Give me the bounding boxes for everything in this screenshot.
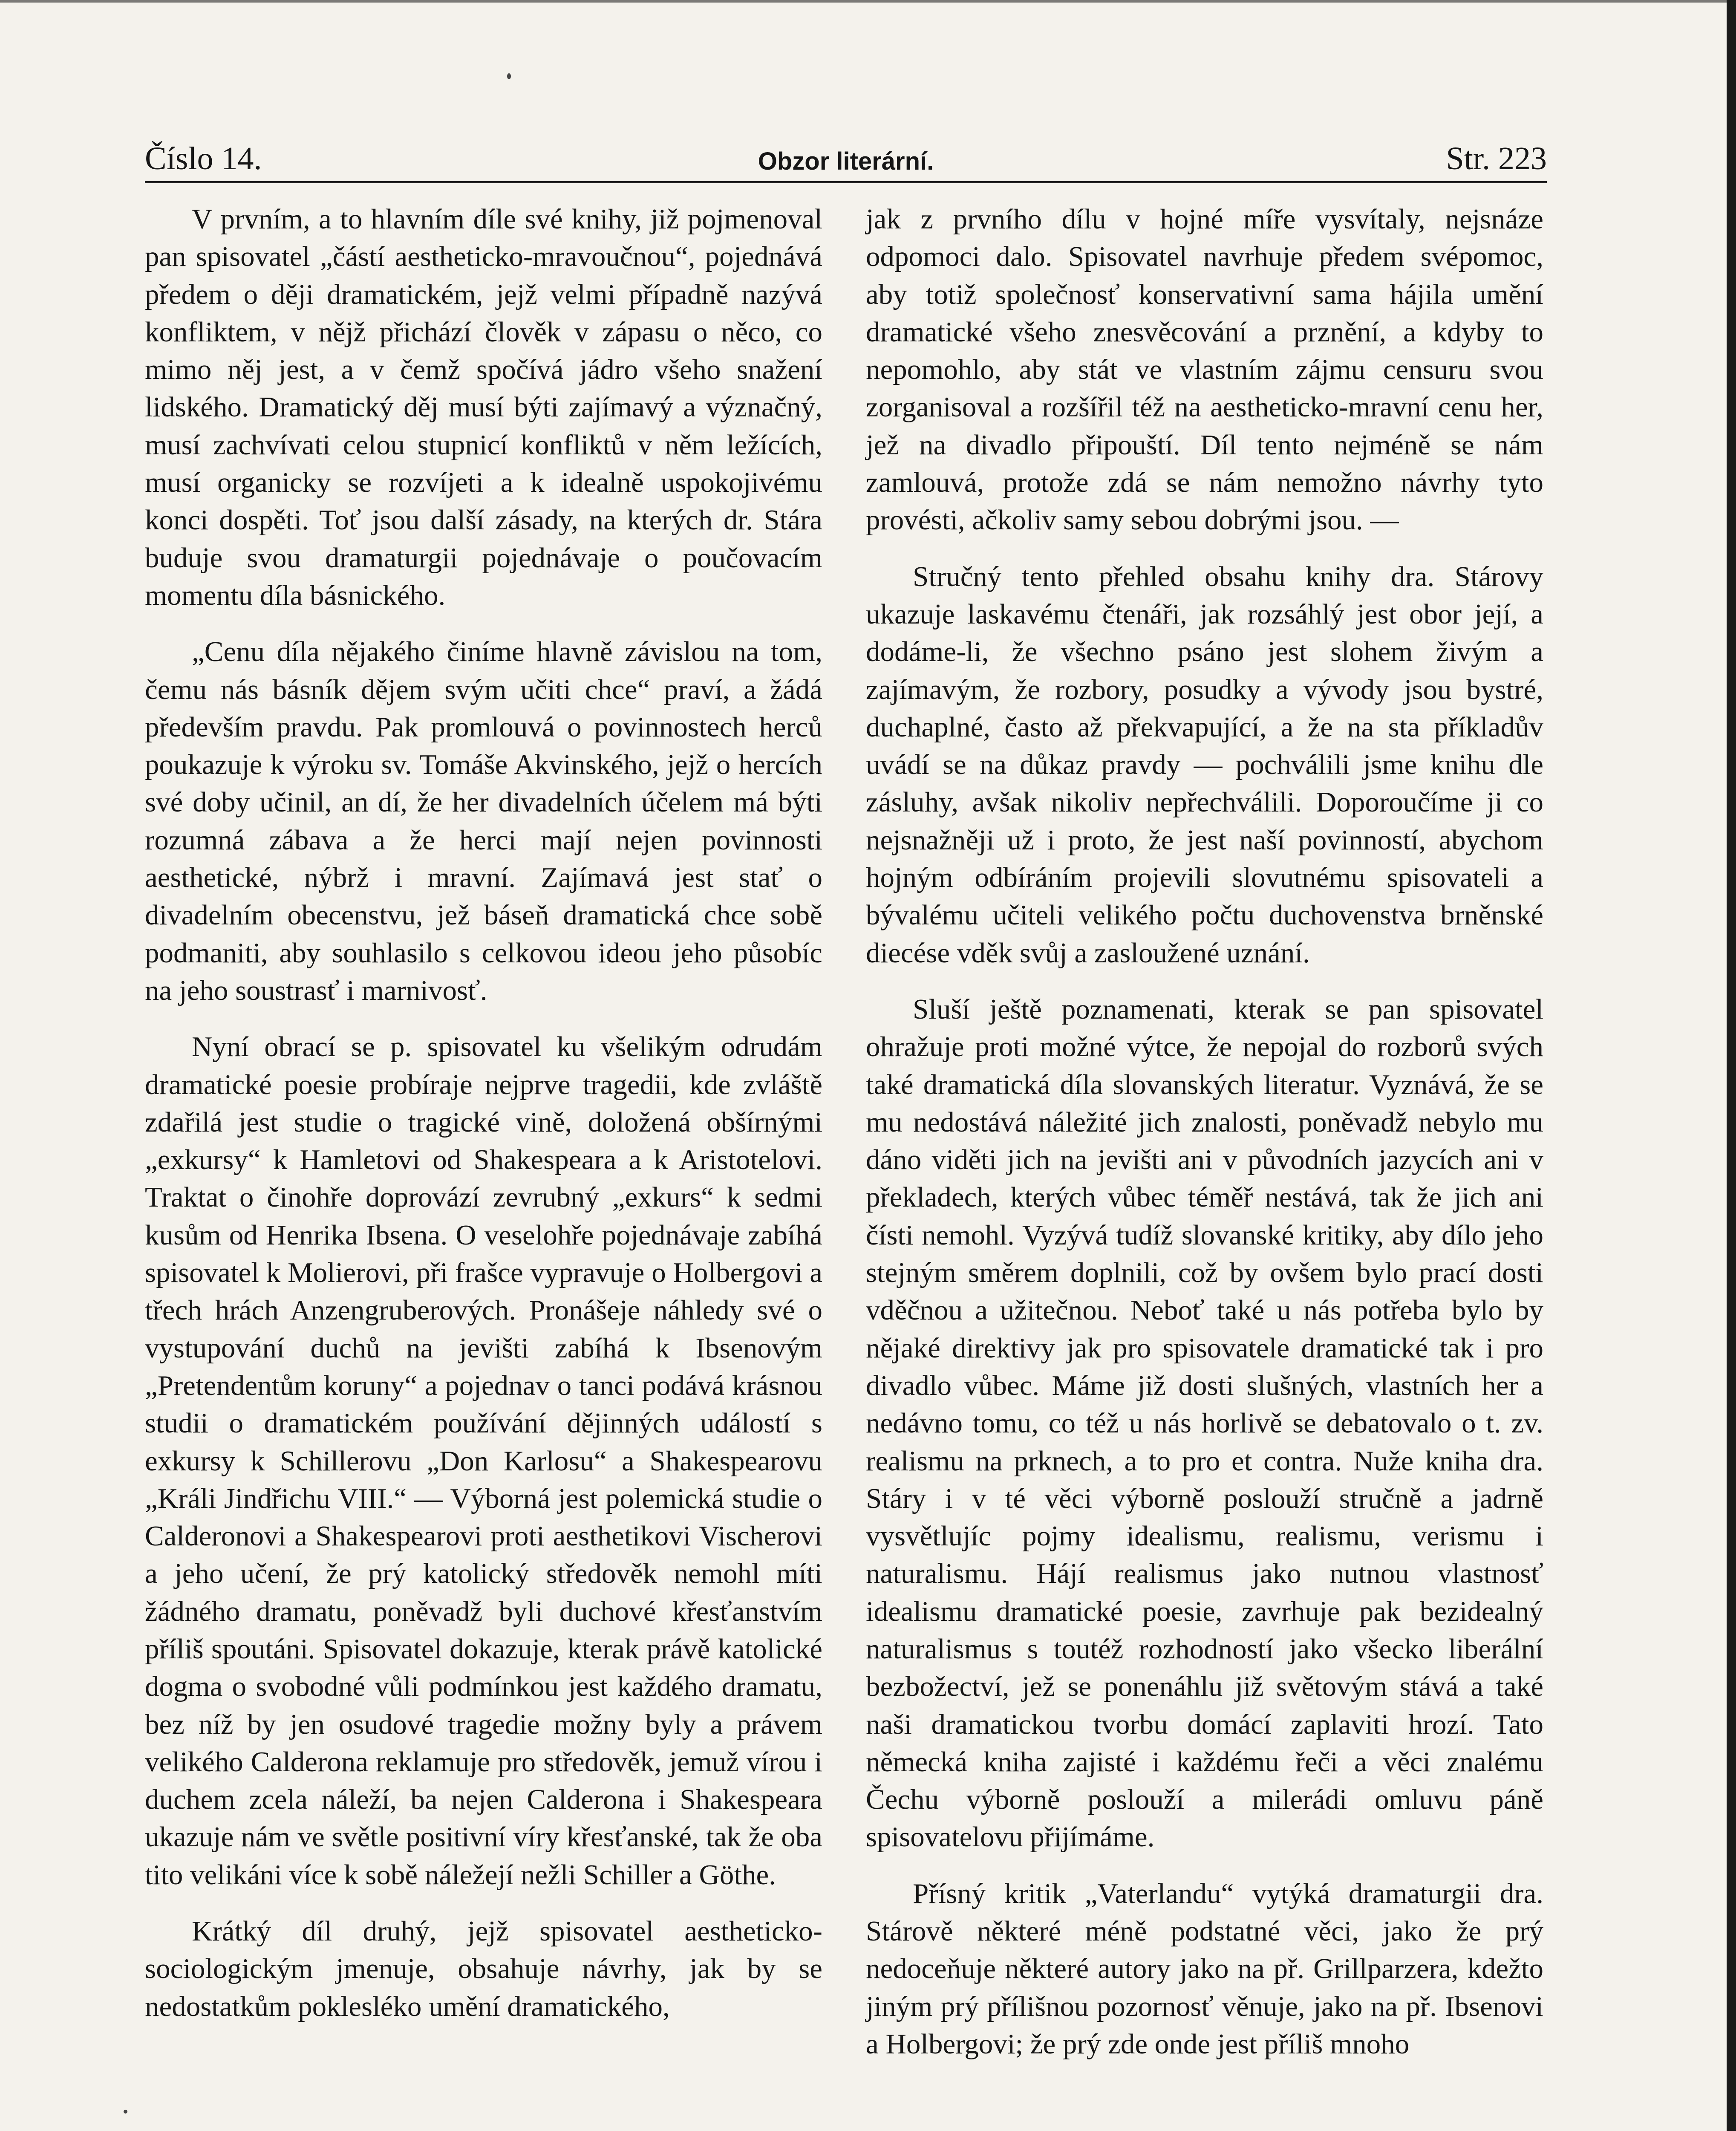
running-header	[145, 136, 1547, 183]
paragraph: Krátký díl druhý, jejž spisovatel aestheticko-sociologickým jmenuje, obsahuje návrhy, jak by se nedostatkům poklesléko umění dramatického,	[145, 1915, 822, 2022]
paper-speck	[507, 73, 511, 79]
paragraph: V prvním, a to hlavním díle své knihy, již pojmenoval pan spisovatel „částí aestheticko-mravoučnou“, pojednává předem o ději dramatickém, jejž velmi případně nazývá konfliktem, v nějž přichází člověk v zápasu o něco, co mimo něj jest, a v čemž spočívá jádro všeho snažení lidského. Dramatický děj musí býti zajímavý a význačný, musí zachvívati celou stupnicí konfliktů v něm ležících, musí organicky se rozvíjeti a k idealně uspokojivému konci dospěti. Toť jsou další zásady, na kterých dr. Stára buduje svou dramaturgii pojednávaje o poučovacím momentu díla básnického.	[145, 203, 822, 611]
left-column	[145, 200, 822, 2025]
journal-title: Obzor literární.	[758, 147, 934, 175]
paragraph: Přísný kritik „Vaterlandu“ vytýká dramaturgii dra. Stárově některé méně podstatné věci, jako že prý nedoceňuje některé autory jako na př. Grillparzera, kdežto jiným prý přílišnou pozornosť věnuje, jako na př. Ibsenovi a Holbergovi; že prý zde onde jest příliš mnoho	[866, 1877, 1543, 2060]
issue-number: Číslo 14.	[145, 141, 262, 176]
paragraph: Nyní obrací se p. spisovatel ku všelikým odrudám dramatické poesie probíraje nejprve tragedii, kde zvláště zdařilá jest studie o tragické vině, doložená obšírnými „exkursy“ k Hamletovi od Shakespeara a k Aristotelovi. Traktat o činohře doprovází zevrubný „exkurs“ k sedmi kusům od Henrika Ibsena. O veselohře pojednávaje zabíhá spisovatel k Molierovi, při frašce vypravuje o Holbergovi a třech hrách Anzengruberových. Pronášeje náhledy své o vystupování duchů na jevišti zabíhá k Ibsenovým „Pretendentům koruny“ a pojednav o tanci podává krásnou studii o dramatickém používání dějinných událostí s exkursy k Schillerovu „Don Karlosu“ a Shakespearovu „Králi Jindřichu VIII.“ — Výborná jest polemická studie o Calderonovi a Shakespearovi proti aesthetikovi Vischerovi a jeho učení, že prý katolický středověk nemohl míti žádného dramatu, poněvadž byli duchové křesťanstvím příliš spoutáni. Spisovatel dokazuje, kterak právě katolické dogma o svobodné vůli podmínkou jest každého dramatu, bez níž by jen osudové tragedie možny byly a právem velikého Calderona reklamuje pro středověk, jemuž vírou i duchem zcela náleží, ba nejen Calderona i Shakespeara ukazuje nám ve světle positivní víry křesťanské, tak že oba tito velikáni více k sobě náležejí nežli Schiller a Göthe.	[145, 1031, 822, 1891]
header-rule	[145, 181, 1547, 183]
page-top-edge	[0, 0, 1736, 3]
paragraph: „Cenu díla nějakého činíme hlavně závislou na tom, čemu nás básník dějem svým učiti chce“ praví, a žádá především pravdu. Pak promlouvá o povinnostech herců poukazuje k výroku sv. Tomáše Akvinského, jejž o hercích své doby učinil, an dí, že her divadelních účelem má býti rozumná zábava a že herci mají nejen povinnosti aesthetické, nýbrž i mravní. Zajímavá jest stať o divadelním obecenstvu, jež báseň dramatická chce sobě podmaniti, aby souhlasilo s celkovou ideou jeho působíc na jeho soustrasť i marnivosť.	[145, 636, 822, 1006]
paragraph: Sluší ještě poznamenati, kterak se pan spisovatel ohražuje proti možné výtce, že nepojal do rozborů svých také dramatická díla slovanských literatur. Vyznává, že se mu nedostává náležité jich znalosti, poněvadž nebylo mu dáno viděti jich na jevišti ani v původních jazycích ani v překladech, kterých vůbec téměř nestává, tak že jich ani čísti nemohl. Vyzývá tudíž slovanské kritiky, aby dílo jeho stejným směrem doplnili, což by ovšem bylo prací dosti vděčnou a užitečnou. Neboť také u nás potřeba bylo by nějaké direktivy jak pro spisovatele dramatické tak i pro divadlo vůbec. Máme již dosti slušných, vlastních her a nedávno tomu, co též u nás horlivě se debatovalo o t. zv. realismu na prknech, a to pro et contra. Nuže kniha dra. Stáry i v té věci výborně poslouží stručně a jadrně vysvětlujíc pojmy idealismu, realismu, verismu i naturalismu. Hájí realismus jako nutnou vlastnosť idealismu dramatické poesie, zavrhuje pak bezidealný naturalismus s toutéž rozhodností jako všecko liberální bezbožectví, jež se ponenáhlu již světovým stává a také naši dramatickou tvorbu domácí zaplaviti hrozí. Tato německá kniha zajisté i každému řeči a věci znalému Čechu výborně poslouží a milerádi omluvu páně spisovatelovu přijímáme.	[866, 993, 1543, 1853]
page-right-edge	[1727, 0, 1736, 2131]
paper-speck	[124, 2110, 127, 2114]
paragraph: Stručný tento přehled obsahu knihy dra. Stárovy ukazuje laskavému čtenáři, jak rozsáhlý jest obor její, a dodáme-li, že všechno psáno jest slohem živým a zajímavým, že rozbory, posudky a vývody jsou bystré, duchaplné, často až překvapující, a že na sta příkladův uvádí se na důkaz pravdy –– pochválili jsme knihu dle zásluhy, avšak nikoliv nepřechválili. Doporoučíme ji co nejsnažněji už i proto, že jest naší povinností, abychom hojným odbíráním projevili slovutnému spisovateli a bývalému učiteli velikého počtu duchovenstva brněnské diecése vděk svůj a zasloužené uznání.	[866, 560, 1543, 969]
page-number: Str. 223	[1446, 141, 1547, 176]
paragraph-continued: jak z prvního dílu v hojné míře vysvítaly, nejsnáze odpomoci dalo. Spisovatel navrhuje předem svépomoc, aby totiž společnosť konservativní sama hájila umění dramatické všeho znesvěcování a prznění, a kdyby to nepomohlo, aby stát ve vlastním zájmu censuru svou zorganisoval a rozšířil též na aestheticko-mravní cenu her, jež na divadlo připouští. Díl tento nejméně se nám zamlouvá, protože zdá se nám nemožno návrhy tyto provésti, ačkoliv samy sebou dobrými jsou. —	[866, 203, 1543, 536]
right-column	[866, 200, 1543, 2063]
